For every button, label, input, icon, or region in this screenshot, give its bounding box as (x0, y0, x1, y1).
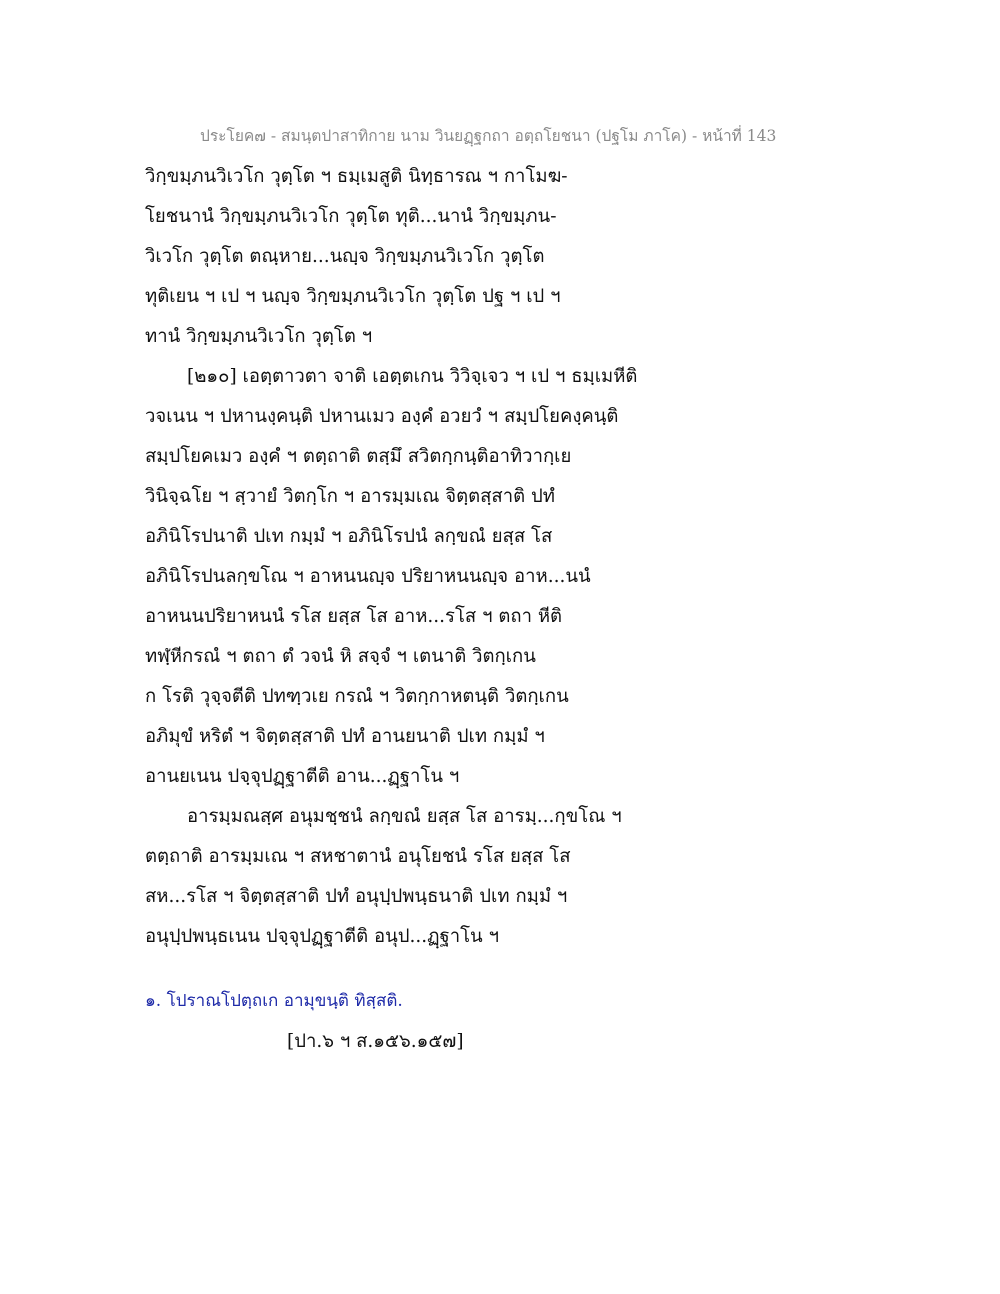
text-line: วิกฺขมฺภนวิเวโก วุตฺโต ฯ ธมฺเมสูติ นิทฺธารณ ฯ กาโมฆ- (145, 166, 568, 187)
text-line: โยชนานํ วิกฺขมฺภนวิเวโก วุตฺโต ทุติ...นานํ วิกฺขมฺภน- (145, 206, 557, 227)
text-line: ตตฺถาติ อารมฺมเณ ฯ สหชาตานํ อนุโยชนํ รโส ยสฺส โส (145, 846, 571, 867)
text-line: สห...รโส ฯ จิตฺตสฺสาติ ปทํ อนุปฺปพนฺธนาติ ปเท กมฺมํ ฯ (145, 886, 568, 907)
text-line: สมฺปโยคเมว องฺคํ ฯ ตตฺถาติ ตสฺมึ สวิตกฺกนฺติอาทิวากฺเย (145, 446, 572, 467)
text-line: วินิจฺฉโย ฯ สฺวายํ วิตกฺโก ฯ อารมฺมเณ จิตฺตสฺสาติ ปทํ (145, 486, 555, 507)
text-line: ทานํ วิกฺขมฺภนวิเวโก วุตฺโต ฯ (145, 326, 373, 347)
text-line: วิเวโก วุตฺโต ตณฺหาย...นญฺจ วิกฺขมฺภนวิเวโก วุตฺโต (145, 246, 545, 267)
text-line: ก โรติ วุจฺจตีติ ปทฑฺวเย กรณํ ฯ วิตกฺกาหตนฺติ วิตกฺเกน (145, 686, 569, 707)
text-line: อภินิโรปนาติ ปเท กมฺมํ ฯ อภินิโรปนํ ลกฺขณํ ยสฺส โส (145, 526, 553, 547)
footnote: ๑. โปราณโปตฺถเก อามุขนฺติ ทิสฺสติ. (145, 991, 403, 1011)
text-line: อนุปฺปพนฺธเนน ปจฺจุปฏฺฐาตีติ อนุป...ฏฺฐาโน ฯ (145, 926, 499, 947)
text-line: อาหนนปริยาหนนํ รโส ยสฺส โส อาห...รโส ฯ ตถา หีติ (145, 606, 563, 627)
page-header: ประโยค๗ - สมนฺตปาสาทิกาย นาม วินยฏฺฐกถา อตฺถโยชนา (ปฐโม ภาโค) - หน้าที่ 143 (200, 127, 777, 145)
page-reference: [ปา.๖ ฯ ส.๑๕๖.๑๕๗] (287, 1031, 464, 1052)
text-line: อภินิโรปนลกฺขโณ ฯ อาหนนญฺจ ปริยาหนนญฺจ อาห...นนํ (145, 566, 591, 587)
text-line: วจเนน ฯ ปหานงฺคนฺติ ปหานเมว องฺคํ อวยวํ ฯ สมฺปโยคงฺคนฺติ (145, 406, 619, 427)
text-line: อานยเนน ปจฺจุปฏฺฐาตีติ อาน...ฏฺฐาโน ฯ (145, 766, 460, 787)
text-line: ทฬฺหีกรณํ ฯ ตถา ตํ วจนํ หิ สจฺจํ ฯ เตนาติ วิตกฺเกน (145, 646, 536, 667)
body-text (145, 157, 705, 957)
paragraph-start-line: อารมฺมณสฺศ อนุมชฺชนํ ลกฺขณํ ยสฺส โส อารมฺ...กฺขโณ ฯ (187, 806, 622, 827)
paragraph-start-line: [๒๑๐] เอตฺตาวตา จาติ เอตฺตเกน วิวิจฺเจว ฯ เป ฯ ธมฺเมหีติ (187, 366, 638, 387)
text-line: อภิมุขํ หริตํ ฯ จิตฺตสฺสาติ ปทํ อานยนาติ ปเท กมฺมํ ฯ (145, 726, 545, 747)
text-line: ทุติเยน ฯ เป ฯ นญฺจ วิกฺขมฺภนวิเวโก วุตฺโต ปฐ ฯ เป ฯ (145, 286, 561, 307)
